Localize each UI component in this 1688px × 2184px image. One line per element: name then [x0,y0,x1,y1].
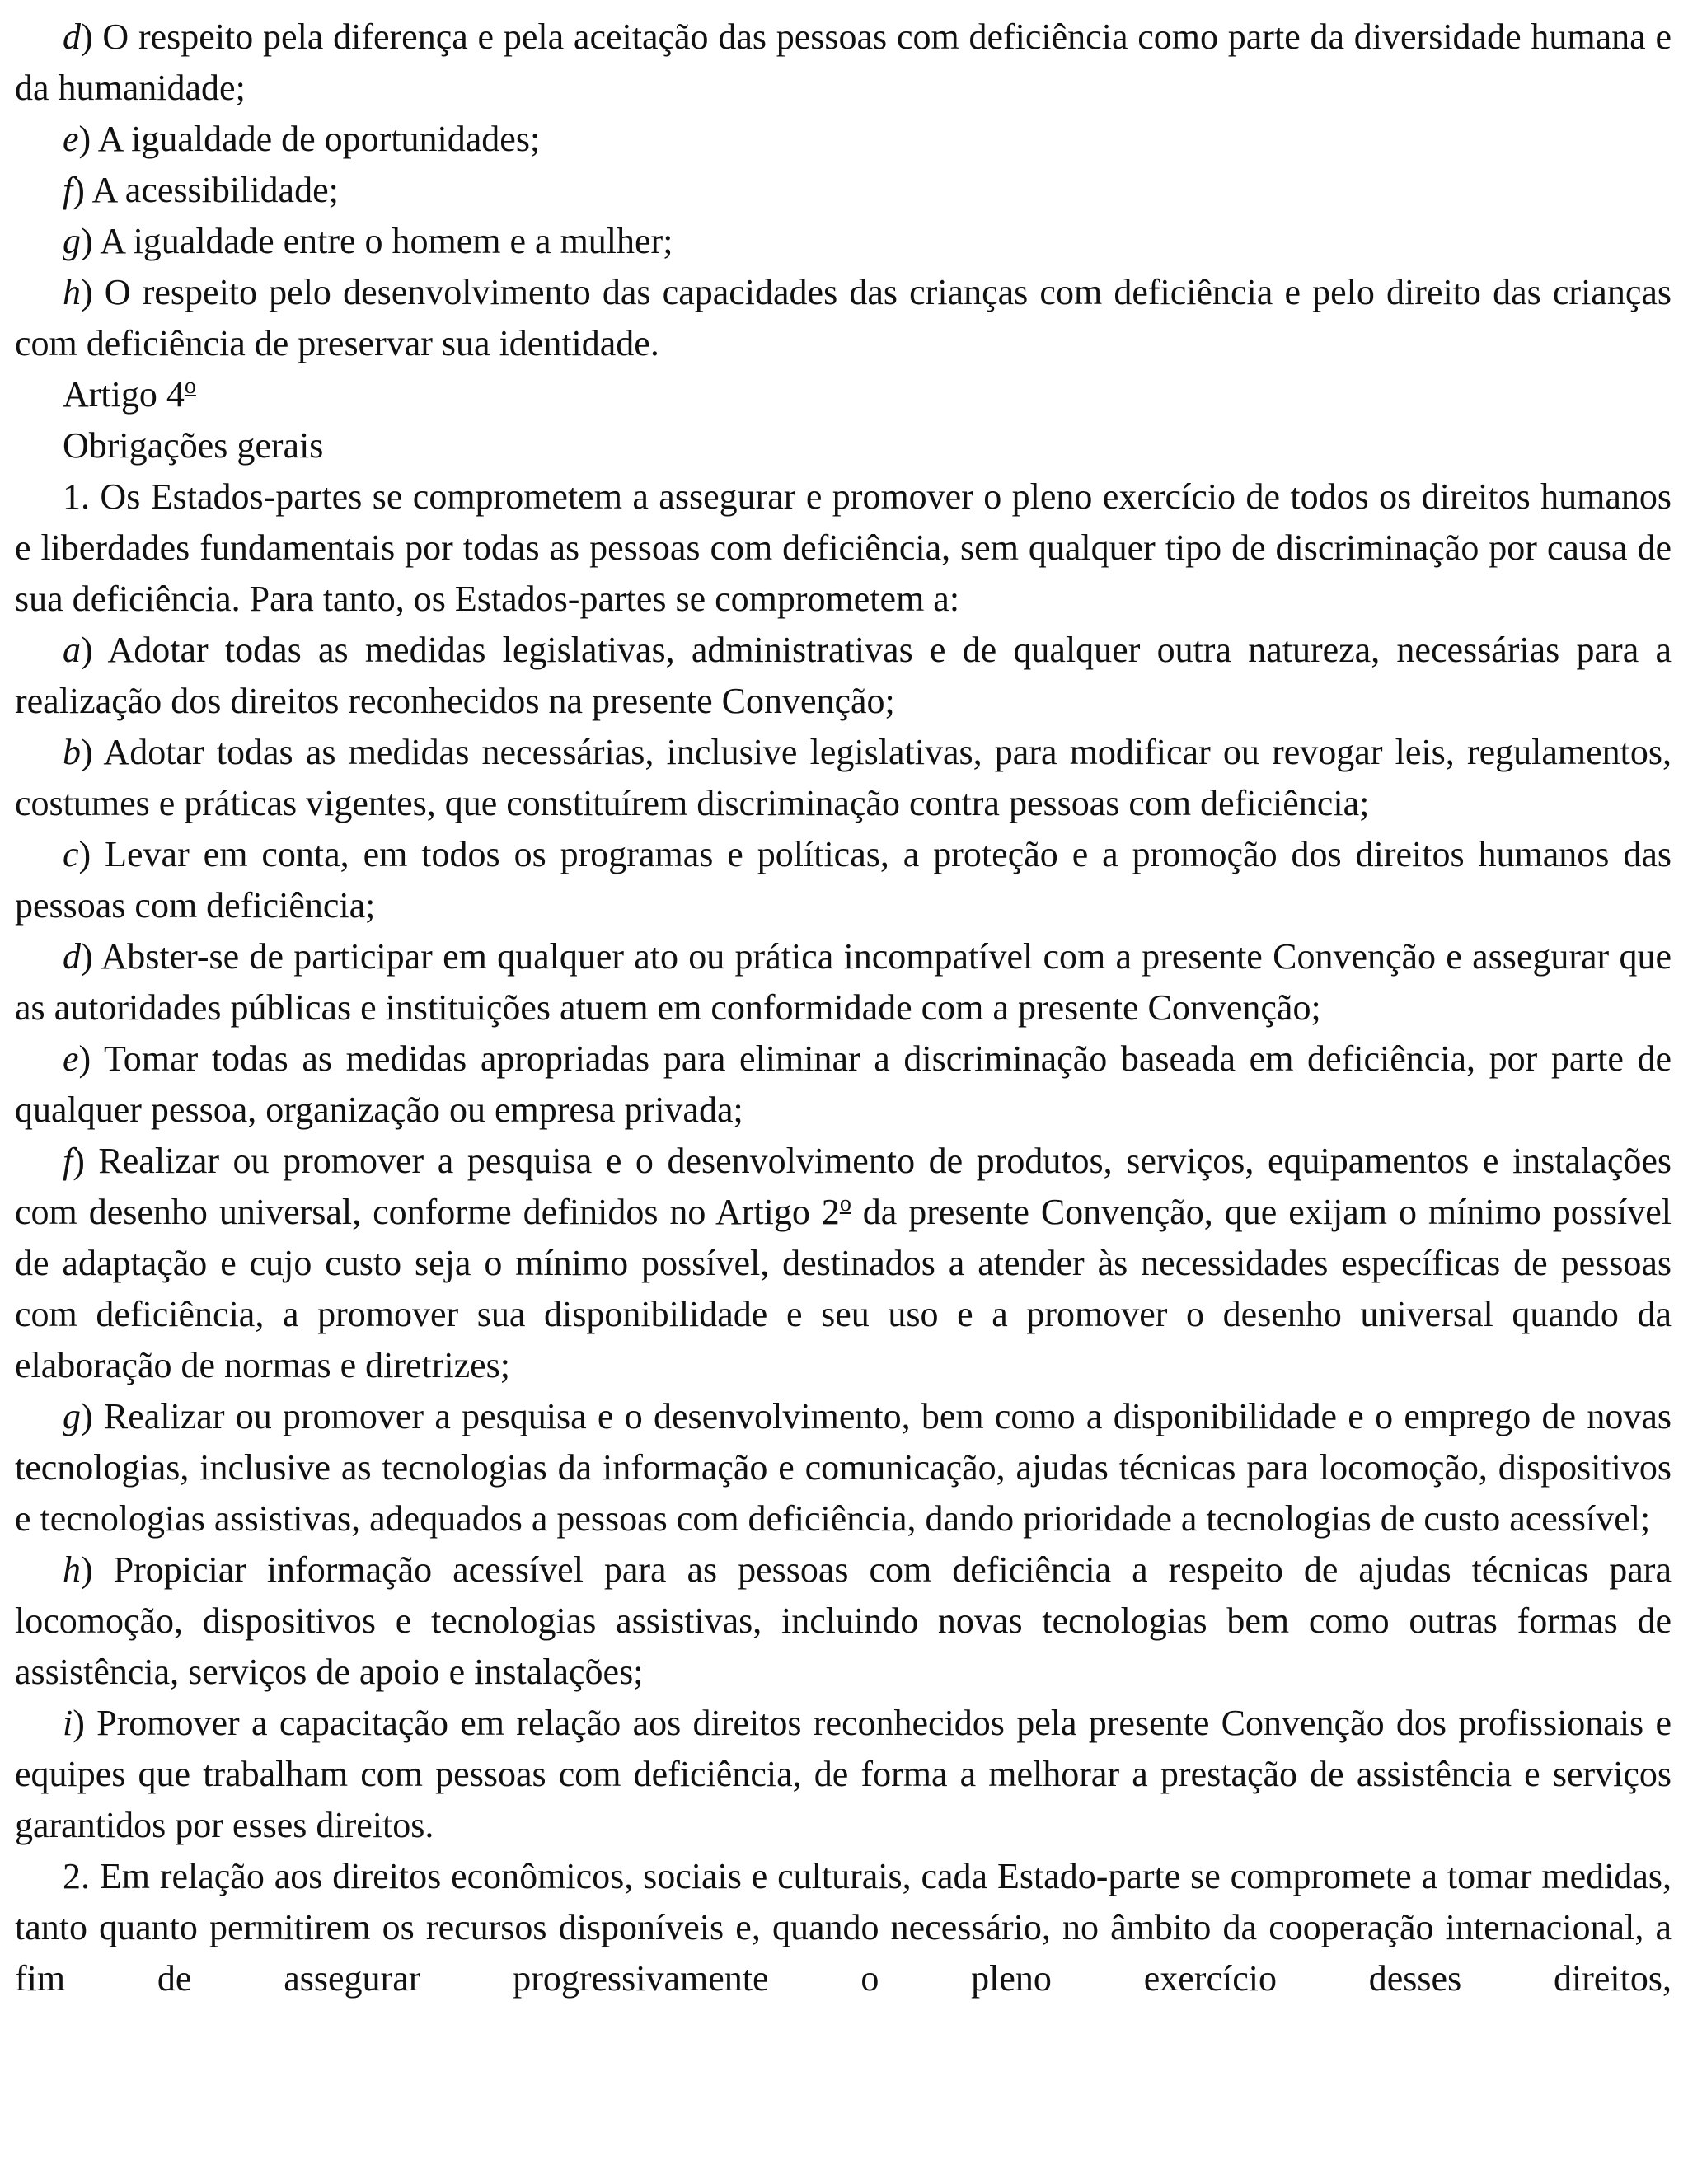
item-text: ) Abster-se de participar em qualquer ato ou prática incompatível com a presente Convenção e assegurar que as autoridades públicas e instituições atuem em conformidade com a presente Convenção; [15,936,1672,1028]
paragraph-1: 1. Os Estados-partes se comprometem a assegurar e promover o pleno exercício de todos os direitos humanos e liberdades fundamentais por todas as pessoas com deficiência, sem qualquer tipo de discriminação por causa de sua deficiência. Para tanto, os Estados-partes se comprometem a: [15,476,1672,619]
item-letter: g [63,221,81,261]
item-letter: h [63,272,81,312]
item-g-obligation [15,1391,1672,1544]
item-text: ) Realizar ou promover a pesquisa e o desenvolvimento, bem como a disponibilidade e o emprego de novas tecnologias, inclusive as tecnologias da informação e comunicação, ajudas técnicas para locomoção, dispositivos e tecnologias assistivas, adequados a pessoas com deficiência, dando prioridade a tecnologias de custo acessível; [15,1396,1672,1539]
item-d-obligation [15,931,1672,1033]
item-letter: e [63,1038,79,1079]
item-h-principle [15,267,1672,369]
item-text: ) Tomar todas as medidas apropriadas para eliminar a discriminação baseada em deficiência, por parte de qualquer pessoa, organização ou empresa privada; [15,1038,1672,1130]
item-text: ) O respeito pelo desenvolvimento das capacidades das crianças com deficiência e pelo direito das crianças com deficiência de preservar sua identidade. [15,272,1672,363]
item-text: ) Propiciar informação acessível para as pessoas com deficiência a respeito de ajudas técnicas para locomoção, dispositivos e tecnologias assistivas, incluindo novas tecnologias bem como outras formas de assistência, serviços de apoio e instalações; [15,1549,1672,1692]
item-text: ) Realizar ou promover a pesquisa e o desenvolvimento de produtos, serviços, equipamentos e instalações com desenho universal, conforme definidos no Artigo 2 [15,1141,1672,1232]
item-d-principle [15,12,1672,114]
item-text: ) Levar em conta, em todos os programas e políticas, a proteção e a promoção dos direitos humanos das pessoas com deficiência; [15,834,1672,926]
item-text-continued: da presente Convenção, que exijam o mínimo possível de adaptação e cujo custo seja o mínimo possível, destinados a atender às necessidades específicas de pessoas com deficiência, a promover sua disponibilidade e seu uso e a promover o desenho universal quando da elaboração de normas e diretrizes; [15,1192,1672,1385]
item-text: ) A acessibilidade; [73,170,339,210]
item-c-obligation [15,829,1672,931]
item-h-obligation [15,1544,1672,1698]
paragraph-2: 2. Em relação aos direitos econômicos, sociais e culturais, cada Estado-parte se compromete a tomar medidas, tanto quanto permitirem os recursos disponíveis e, quando necessário, no âmbito da cooperação internacional, a fim de assegurar progressivamente o pleno exercício desses direitos, [15,1856,1672,1999]
item-letter: b [63,732,81,772]
item-i-obligation [15,1698,1672,1851]
item-text: ) Promover a capacitação em relação aos direitos reconhecidos pela presente Convenção dos profissionais e equipes que trabalham com pessoas com deficiência, de forma a melhorar a prestação de assistência e serviços garantidos por esses direitos. [15,1703,1672,1845]
article-heading [15,369,1672,420]
item-letter: d [63,936,81,977]
item-text: ) O respeito pela diferença e pela aceitação das pessoas com deficiência como parte da diversidade humana e da humanidade; [15,16,1672,108]
item-b-obligation [15,727,1672,829]
article-number: Artigo 4 [63,374,185,415]
item-g-principle [15,216,1672,267]
item-text: ) Adotar todas as medidas legislativas, administrativas e de qualquer outra natureza, necessárias para a realização dos direitos reconhecidos na presente Convenção; [15,630,1672,721]
item-letter: h [63,1549,81,1590]
item-letter: i [63,1703,73,1743]
item-letter: f [63,1141,73,1181]
item-e-obligation [15,1033,1672,1136]
item-letter: g [63,1396,81,1436]
document-page [15,12,1672,2004]
item-f-obligation [15,1136,1672,1391]
ordinal-indicator: o [184,373,196,399]
item-text: ) A igualdade de oportunidades; [78,119,541,159]
article-title: Obrigações gerais [63,425,324,466]
item-f-principle [15,165,1672,216]
item-letter: f [63,170,73,210]
item-a-obligation [15,625,1672,727]
item-text: ) A igualdade entre o homem e a mulher; [81,221,673,261]
item-letter: d [63,16,81,57]
item-letter: c [63,834,79,874]
item-letter: e [63,119,79,159]
item-letter: a [63,630,81,670]
item-text: ) Adotar todas as medidas necessárias, inclusive legislativas, para modificar ou revogar leis, regulamentos, costumes e práticas vigentes, que constituírem discriminação contra pessoas com deficiência; [15,732,1672,823]
ordinal-indicator: o [839,1191,851,1216]
item-e-principle [15,114,1672,165]
